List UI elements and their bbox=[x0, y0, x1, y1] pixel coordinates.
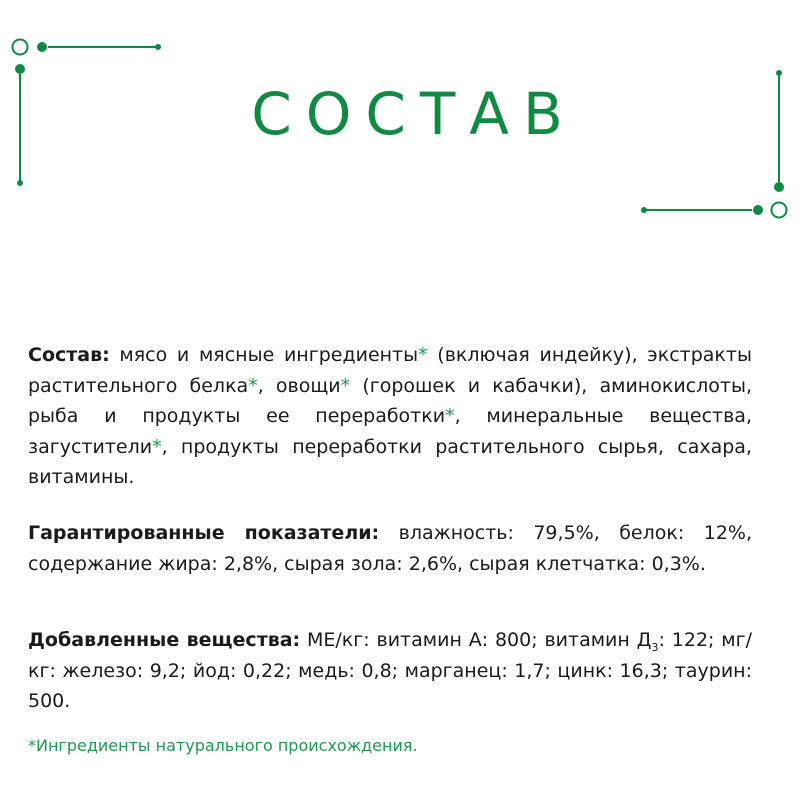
bottom-right-ring-icon bbox=[772, 203, 787, 218]
composition-label: Состав: bbox=[28, 344, 110, 366]
page-title: СОСТАВ bbox=[251, 80, 577, 148]
asterisk-mark: * bbox=[248, 374, 258, 397]
bottom-right-dot-icon bbox=[754, 206, 762, 214]
asterisk-mark: * bbox=[418, 344, 428, 366]
footnote: *Ингредиенты натурального происхождения. bbox=[28, 736, 418, 755]
bottom-right-dot-icon-2 bbox=[775, 183, 783, 191]
additives-label: Добавленные вещества: bbox=[28, 629, 301, 651]
composition-paragraph: Состав: мясо и мясные ингредиенты* (включая индейку), экстракты растительного белка*, овощи* (горошек и кабачки), аминокислоты, рыба и продукты ее переработки*, минеральные вещества, загустители*, продукты переработки растительного сырья, сахара, витамины. bbox=[28, 344, 753, 488]
guaranteed-label: Гарантированные показатели: bbox=[28, 522, 380, 544]
guaranteed-values: влажность: 79,5%, белок: 12%, содержание жира: 2,8%, сырая зола: 2,6%, сырая клетчатка: 0,3%. bbox=[28, 522, 752, 575]
asterisk-mark: * bbox=[152, 435, 162, 458]
top-left-ring-icon bbox=[13, 40, 28, 55]
top-left-dot-icon-2 bbox=[16, 65, 24, 73]
guaranteed-analysis-paragraph bbox=[28, 518, 752, 579]
vitamin-d-subscript: 3 bbox=[651, 640, 659, 654]
additives-paragraph: Добавленные вещества: МЕ/кг: витамин А: 800; витамин $Д_3$: 122; мг/кг: железо: 9,2; йод: 0,22; медь: 0,8; марганец: 1,7; цинк: 16,3; таурин: 500. bbox=[28, 629, 753, 712]
asterisk-mark: * bbox=[340, 374, 351, 397]
asterisk-mark: * bbox=[445, 405, 455, 427]
top-left-dot-icon bbox=[38, 43, 46, 51]
